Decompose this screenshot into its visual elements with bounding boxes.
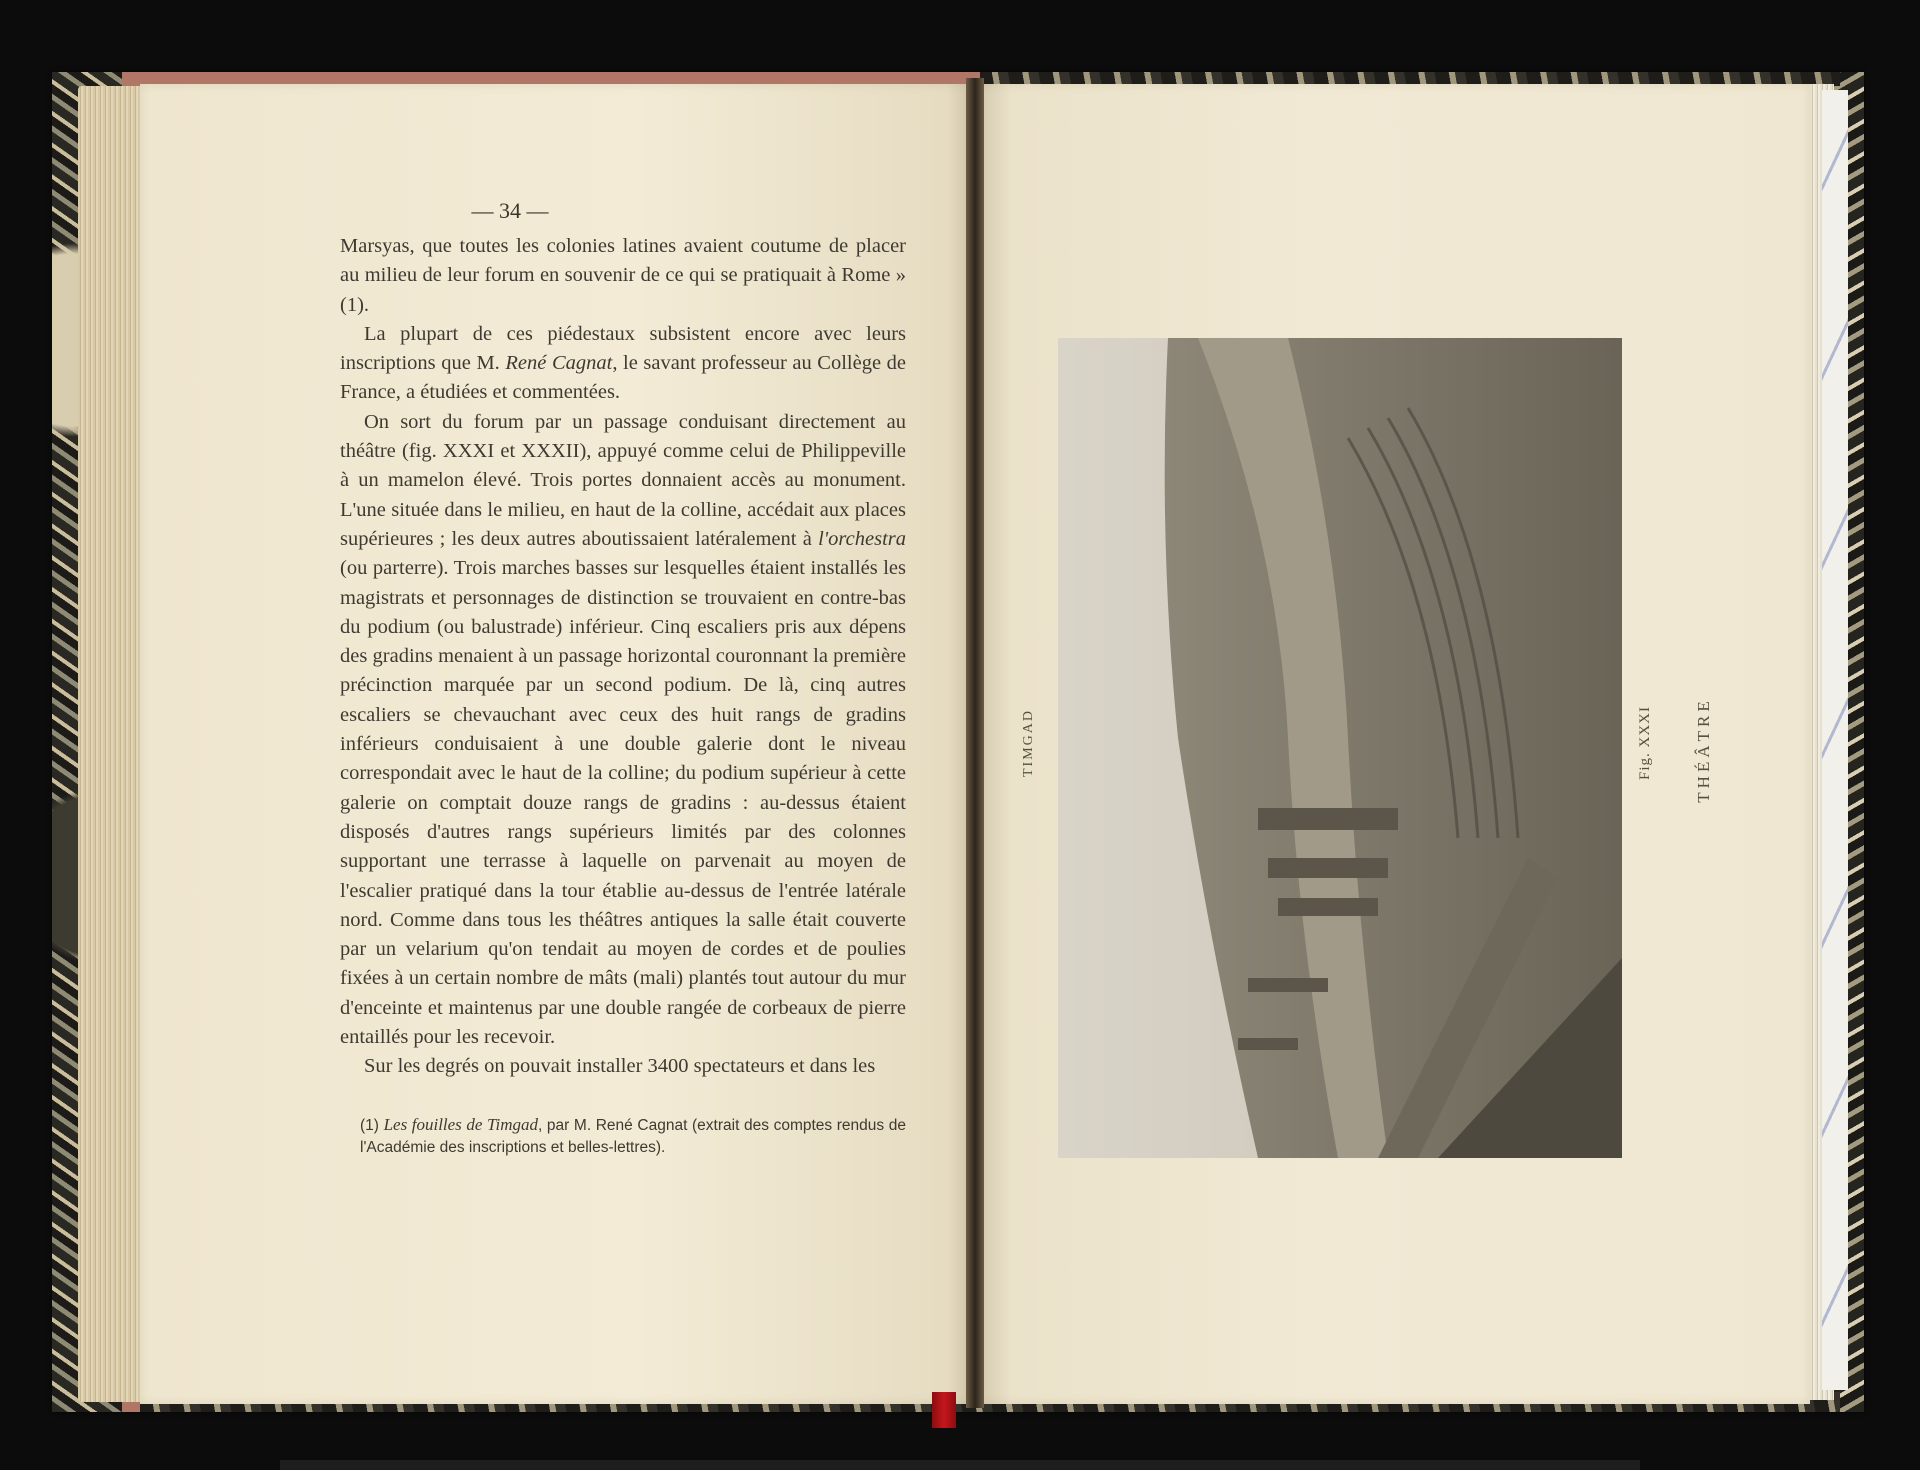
- text-span: Marsyas, que toutes les colonies latines avaient coutume de placer au milieu de leur forum en souvenir de ce qui se pratiquait à Rome » (1).: [340, 235, 906, 316]
- book-gutter: [966, 78, 984, 1408]
- photo-location-label: TIMGAD: [1021, 709, 1036, 777]
- inserted-paper-slip: [1822, 90, 1848, 1390]
- text-span: La plupart de ces piédestaux subsistent encore avec leurs inscriptions que M.: [340, 322, 906, 375]
- author-name: René Cagnat: [505, 352, 613, 375]
- bookmark-ribbon: [932, 1392, 956, 1428]
- footnote-text: , par M. René Cagnat (extrait des comptes rendus de l'Académie des inscriptions et belles-lettres).: [360, 1117, 907, 1156]
- page-number: — 34 —: [471, 198, 549, 223]
- italic-term: l'orchestra: [818, 527, 906, 550]
- figure-number-label: Fig. XXXI: [1637, 706, 1653, 781]
- theatre-photograph: [1058, 338, 1622, 1158]
- text-span: On sort du forum par un passage conduisant directement au théâtre (fig. XXXI et XXXII), appuyé comme celui de Philippeville à un mamelon élevé. Trois portes donnaient accès au monument. L'une située dans le milieu, en haut de la colline, accédait aux places supérieures ; les deux autres aboutissaient latéralement à: [340, 410, 906, 550]
- background-strip: [280, 1460, 1640, 1470]
- footnote: [360, 1114, 906, 1159]
- body-text: [340, 232, 906, 1082]
- footnote-title: Les fouilles de Timgad: [383, 1115, 538, 1134]
- paragraph-2: [340, 320, 906, 408]
- text-span: Sur les degrés on pouvait installer 3400 spectateurs et dans les: [364, 1055, 876, 1078]
- paragraph-3: [340, 408, 906, 1053]
- figure-title-label: THÉÂTRE: [1694, 697, 1713, 803]
- paragraph-4: [340, 1052, 906, 1081]
- text-span: , le savant professeur au Collège de France, a étudiées et commentées.: [340, 352, 906, 404]
- footnote-number: (1): [360, 1117, 379, 1134]
- page-edges-left: [78, 86, 148, 1402]
- paragraph-1: [340, 232, 906, 320]
- text-span: (ou parterre). Trois marches basses sur lesquelles étaient installés les magistrats et personnages de distinction se trouvaient en contre-bas du podium (ou balustrade) inférieur. Cinq escaliers pris aux dépens des gradins menaient à un passage horizontal couronnant la première précinction marquée par un second podium. De là, cinq autres escaliers se chevauchant avec ceux des huit rangs de gradins inférieurs conduisaient à une double galerie dont le niveau correspondait avec le haut de la colline; du podium supérieur à cette galerie on comptait douze rangs de gradins : au-dessus étaient disposés d'autres rangs supérieurs limités par des colonnes supportant une terrasse à laquelle on parvenait au moyen de l'escalier pratiqué dans la tour établie au-dessus de l'entrée latérale nord. Comme dans tous les théâtres antiques la salle était couverte par un velarium qu'on tendait au moyen de cordes et de poulies fixées à un certain nombre de mâts (mali) plantés tout autour du mur d'enceinte et maintenus par une double rangée de corbeaux de pierre entaillés pour les recevoir.: [340, 557, 906, 1049]
